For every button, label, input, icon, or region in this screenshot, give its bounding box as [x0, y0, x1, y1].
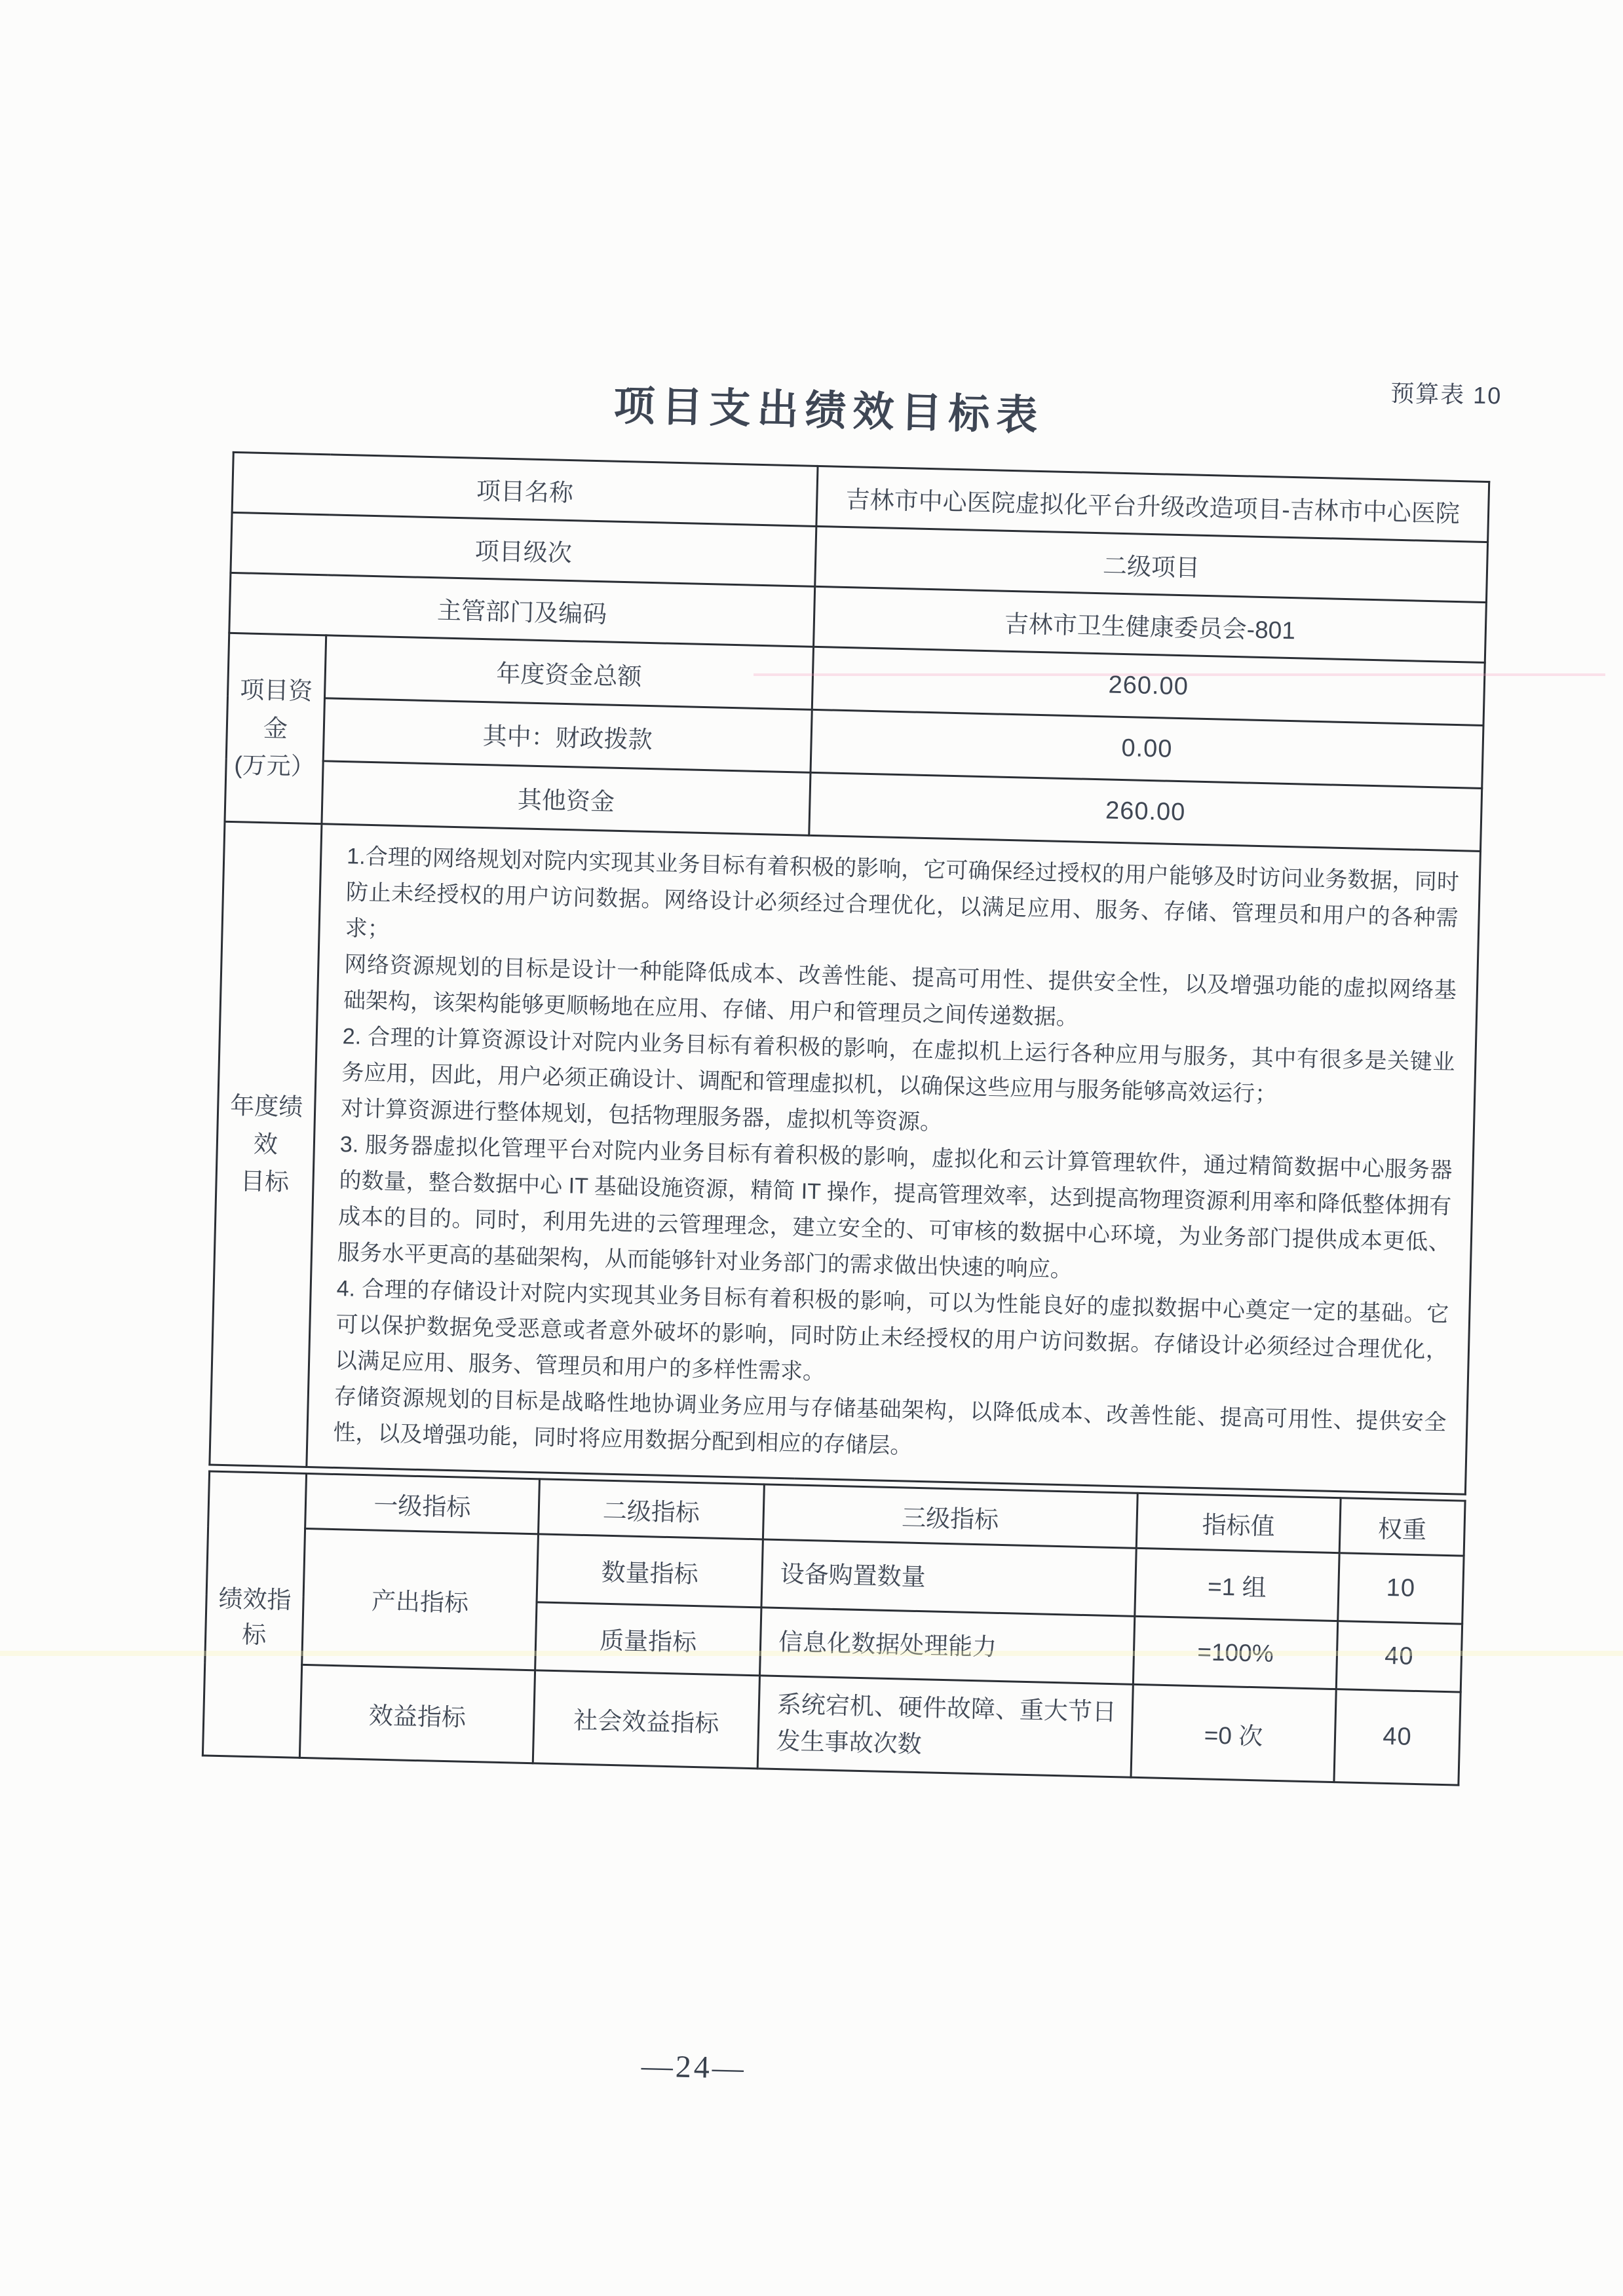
- annual-fund-total-label: 年度资金总额: [324, 635, 813, 710]
- project-info-table: [208, 451, 1490, 1496]
- goal-paragraph: 对计算资源进行整体规划，包括物理服务器，虚拟机等资源。: [340, 1096, 943, 1135]
- annual-goal-content: [307, 824, 1481, 1494]
- project-name-value: 吉林市中心医院虚拟化平台升级改造项目-吉林市中心医院: [816, 466, 1489, 542]
- header-level3: 三级指标: [763, 1484, 1137, 1548]
- quality-indicator-weight: 40: [1336, 1621, 1462, 1692]
- funding-group-label-line2: (万元）: [233, 751, 316, 781]
- annual-goal-group-label: [210, 821, 322, 1467]
- annual-goal-label-line2: 目标: [240, 1167, 290, 1196]
- header-weight: 权重: [1339, 1498, 1465, 1556]
- quantity-indicator-item: 设备购置数量: [761, 1539, 1136, 1616]
- goal-paragraph: 4. 合理的存储设计对院内实现其业务目标有着积极的影响，可以为性能良好的虚拟数据中心奠定一定的基础。它可以保护数据免受恶意或者意外破坏的影响，同时防止未经授权的用户访问数据。存储设计必须经过合理优化，以满足应用、服务、管理员和用户的多样性需求。: [334, 1275, 1449, 1385]
- indicator-group-label: 绩效指标: [202, 1471, 306, 1758]
- header-indicator-value: 指标值: [1136, 1493, 1341, 1553]
- page-title: 项目支出绩效目标表: [613, 383, 1045, 440]
- project-level-value: 二级项目: [815, 526, 1488, 602]
- social-benefit-indicator-value: =0 次: [1131, 1684, 1336, 1782]
- goal-paragraph: 3. 服务器虚拟化管理平台对院内业务目标有着积极的影响，虚拟化和云计算管理软件，通过精简数据中心服务器的数量，整合数据中心 IT 基础设施资源，精简 IT 操作，提高管理效率，达到提高物理资源利用率和降低整体拥有成本的目的。同时，利用先进的云管理理念，建立安全的、可审核的数据中心环境，为业务部门提供成本更低、服务水平更高的基础架构，从而能够针对业务部门的需求做出快速的响应。: [337, 1132, 1453, 1283]
- quantity-indicator-label: 数量指标: [537, 1534, 763, 1608]
- quality-indicator-value: =100%: [1133, 1616, 1337, 1689]
- scan-artifact-line: [0, 1651, 1623, 1656]
- funding-group-label-line1: 项目资金: [239, 676, 313, 742]
- output-indicator-label: 产出指标: [302, 1528, 539, 1670]
- tables-container: [202, 451, 1488, 1786]
- goal-paragraph: 1.合理的网络规划对院内实现其业务目标有着积极的影响，它可确保经过授权的用户能够及时访问业务数据，同时防止未经授权的用户访问数据。网络设计必须经过合理优化，以满足应用、服务、存储、管理员和用户的各种需求；: [345, 844, 1460, 942]
- quality-indicator-item: 信息化数据处理能力: [760, 1608, 1135, 1684]
- department-code-value: 吉林市卫生健康委员会-801: [814, 586, 1487, 662]
- social-benefit-indicator-item: 系统宕机、硬件故障、重大节日发生事故次数: [757, 1676, 1133, 1777]
- performance-indicator-table: [202, 1470, 1466, 1786]
- social-benefit-indicator-label: 社会效益指标: [533, 1670, 759, 1769]
- other-funds-value: 260.00: [809, 772, 1482, 851]
- table-row: [210, 821, 1481, 1494]
- budget-table-corner-label: 预算表 10: [1390, 379, 1502, 409]
- quality-indicator-label: 质量指标: [535, 1602, 761, 1676]
- quantity-indicator-value: =1 组: [1135, 1548, 1339, 1621]
- goal-paragraph: 2. 合理的计算资源设计对院内业务目标有着积极的影响，在虚拟机上运行各种应用与服务，其中有很多是关键业务应用，因此，用户必须正确设计、调配和管理虚拟机，以确保这些应用与服务能够高效运行；: [341, 1024, 1455, 1107]
- social-benefit-indicator-weight: 40: [1334, 1689, 1461, 1785]
- project-name-label: 项目名称: [232, 452, 818, 526]
- department-code-label: 主管部门及编码: [229, 573, 815, 647]
- header-level1: 一级指标: [305, 1473, 540, 1534]
- benefit-indicator-label: 效益指标: [299, 1665, 535, 1763]
- scan-artifact-line: [754, 673, 1605, 676]
- annual-fund-total-value: 260.00: [812, 647, 1485, 725]
- goal-paragraph: 存储资源规划的目标是战略性地协调业务应用与存储基础架构，以降低成本、改善性能、提高可用性、提供安全性，以及增强功能，同时将应用数据分配到相应的存储层。: [333, 1383, 1447, 1459]
- quantity-indicator-weight: 10: [1338, 1553, 1464, 1624]
- goal-paragraph: 网络资源规划的目标是设计一种能降低成本、改善性能、提高可用性、提供安全性，以及增强功能的虚拟网络基础架构，该架构能够更顺畅地在应用、存储、用户和管理员之间传递数据。: [343, 952, 1457, 1030]
- funding-group-label: [225, 633, 326, 823]
- fiscal-allocation-label: 其中：财政拨款: [323, 698, 812, 773]
- page-number: —24—: [641, 2048, 747, 2086]
- header-level2: 二级指标: [538, 1479, 764, 1539]
- fiscal-allocation-value: 0.00: [811, 709, 1483, 788]
- other-funds-label: 其他资金: [322, 761, 811, 836]
- annual-goal-label-line1: 年度绩效: [229, 1092, 303, 1158]
- project-level-label: 项目级次: [231, 512, 816, 586]
